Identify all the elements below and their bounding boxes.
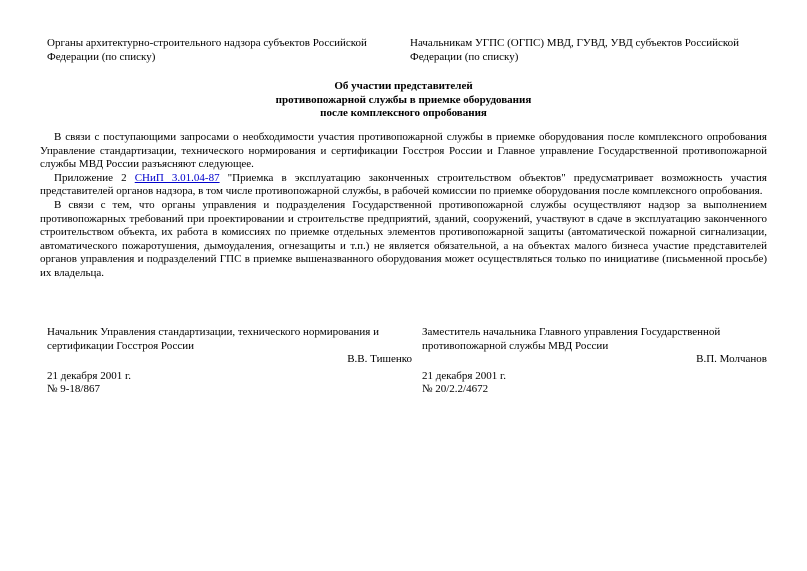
signer-name: В.П. Молчанов	[696, 353, 767, 366]
signature-block-right	[422, 326, 767, 397]
addressee-left-line-2: Федерации (по списку)	[47, 50, 156, 63]
signer-position-line-1: Заместитель начальника Главного управления Государственной	[422, 326, 721, 338]
signature-date: 21 декабря 2001 г.	[47, 369, 131, 382]
document-number: № 20/2.2/4672	[422, 383, 489, 396]
addressee-right-line-2: Федерации (по списку)	[410, 50, 519, 63]
signer-position-line-1: Начальник Управления стандартизации, технического нормирования и	[47, 326, 380, 338]
addressee-right	[410, 37, 760, 64]
document-number: № 9-18/867	[47, 383, 100, 396]
document-body	[40, 131, 767, 281]
paragraph-1: В связи с поступающими запросами о необходимости участия противопожарной службы в приемке оборудования после комплексного опробования Управление стандартизации, технического нормирования и сертификации Госстроя России и Главное управление Государственной противопожарной службы МВД России разъясняют следующее.	[40, 131, 767, 171]
signer-name: В.В. Тишенко	[347, 353, 412, 366]
snip-link[interactable]: СНиП 3.01.04-87	[134, 171, 220, 184]
addressee-left-line-1: Органы архитектурно-строительного надзора субъектов Российской	[47, 37, 367, 49]
document-title	[40, 80, 767, 121]
paragraph-2-lead: Приложение 2	[54, 171, 135, 184]
signature-block-left	[47, 326, 412, 397]
paragraph-2-rest: "Приемка в эксплуатацию законченных строительством объектов" предусматривает возможность участия представителей органов надзора, в том числе противопожарной службы, в рабочей комиссии по приемке оборудования после комплексного опробования.	[40, 171, 767, 198]
signature-date: 21 декабря 2001 г.	[422, 369, 506, 382]
title-line-1: Об участии представителей	[334, 80, 473, 92]
title-line-2: противопожарной службы в приемке оборудования	[275, 93, 532, 106]
paragraph-3: В связи с тем, что органы управления и подразделения Государственной противопожарной службы осуществляют надзор за выполнением противопожарных требований при проектировании и строительстве предприятий, зданий, сооружений, участвуют в сдаче в эксплуатацию законченного строительством объекта, их работа в комиссиях по приемке отдельных элементов противопожарной защиты (автоматической пожарной сигнализации, автоматического пожаротушения, дымоудаления, огнезащиты и т.п.) не является обязательной, а на объектах малого бизнеса участие представителей органов управления и подразделений ГПС в приемке вышеназванного оборудования может осуществляться только по инициативе (письменной просьбе) их владельца.	[40, 198, 767, 279]
signer-position-line-2: сертификации Госстроя России	[47, 339, 195, 352]
addressee-left	[47, 37, 377, 64]
addressee-right-line-1: Начальникам УГПС (ОГПС) МВД, ГУВД, УВД субъектов Российской	[410, 37, 740, 49]
title-line-3: после комплексного опробования	[320, 107, 487, 120]
paragraph-2	[40, 172, 767, 199]
signer-position-line-2: противопожарной службы МВД России	[422, 339, 609, 352]
